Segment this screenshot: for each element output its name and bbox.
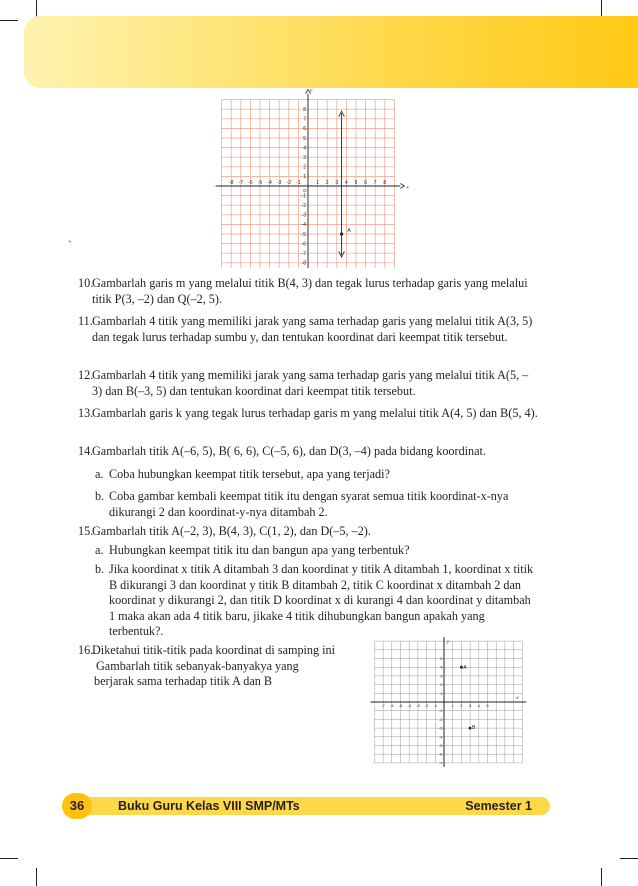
x-tick-label: 3 (335, 179, 339, 186)
x-tick-label: -8 (228, 179, 234, 186)
x-tick-label: -2 (424, 703, 429, 708)
x-tick-label: -4 (267, 179, 272, 186)
x-tick-label: 7 (373, 179, 377, 186)
point-a-label: A (347, 228, 351, 235)
y-tick-label: 5 (303, 135, 306, 142)
exercise-text: Gambarlah 4 titik yang memiliki jarak yang sama terhadap garis yang melalui titik A(3, 5) dan tegak lurus terhadap sumbu y, dan tentukan koordinat dari keempat titik tersebut. (92, 314, 533, 344)
exercise-text: Diketahui titik-titik pada koordinat di samping ini (92, 643, 336, 657)
x-tick-label: -6 (390, 703, 394, 708)
x-tick-label: 5 (486, 703, 489, 708)
exercise-14b (95, 489, 539, 520)
point-a-marker (340, 232, 343, 235)
sub-label: b. (95, 562, 105, 576)
exercise-text: Gambarlah garis m yang melalui titik B(4, 3) dan tegak lurus terhadap garis yang melalui titik P(3, –2) dan Q(–2, 5). (92, 276, 528, 306)
x-tick-label: 8 (383, 179, 387, 186)
x-tick-label: -1 (433, 703, 438, 708)
point-a-marker (460, 666, 463, 669)
exercise-number: 15. (78, 524, 94, 538)
page-footer (62, 793, 550, 817)
exercise-text-line: Gambarlah titik sebanyak-banyakya yang (96, 658, 299, 673)
x-tick-label: 1 (316, 179, 319, 186)
x-tick-label: -3 (276, 179, 282, 186)
x-tick-label: -5 (257, 179, 263, 186)
y-tick-label: -2 (438, 716, 443, 722)
y-axis-label: y (447, 640, 450, 646)
x-axis-label: x (406, 184, 409, 191)
y-tick-label: -7 (438, 760, 443, 766)
y-tick-label: 1 (440, 690, 443, 696)
x-tick-label: -7 (381, 703, 385, 708)
exercise-10 (78, 276, 538, 307)
y-tick-label: -2 (301, 203, 306, 209)
exercise-number: 10. (78, 276, 94, 290)
exercise-text-line: berjarak sama terhadap titik A dan B (94, 674, 273, 689)
x-tick-label: -1 (296, 179, 301, 186)
y-axis-label: y (310, 87, 313, 94)
sub-label: b. (95, 489, 105, 503)
y-tick-label: -3 (301, 212, 306, 219)
exercise-15 (78, 524, 538, 540)
x-tick-label: -3 (416, 703, 420, 708)
x-tick-label: 4 (345, 179, 348, 186)
exercise-15a (95, 543, 539, 559)
exercise-14 (78, 444, 538, 460)
exercise-15b (95, 562, 539, 640)
y-tick-label: 3 (303, 155, 306, 161)
x-tick-label: 2 (460, 703, 463, 708)
page-number: 36 (62, 793, 92, 819)
exercise-text: Gambarlah titik A(–6, 5), B( 6, 6), C(–5, 6), dan D(3, –4) pada bidang koordinat. (92, 444, 486, 458)
stray-mark: ` (68, 238, 72, 252)
exercise-number: 13. (78, 406, 94, 420)
x-tick-label: -5 (398, 703, 403, 708)
y-tick-label: -7 (301, 251, 306, 257)
x-tick-label: -7 (238, 179, 244, 186)
x-tick-label: 5 (354, 179, 358, 186)
semester-label: Semester 1 (465, 799, 532, 813)
x-tick-label: -2 (286, 179, 292, 186)
y-tick-label: -1 (301, 193, 306, 200)
y-tick-label: -4 (438, 734, 443, 740)
y-tick-label: -1 (438, 708, 443, 714)
exercise-12 (78, 368, 538, 399)
y-tick-label: -6 (301, 241, 306, 248)
point-b-marker (469, 727, 472, 730)
exercise-number: 14. (78, 444, 94, 458)
header-banner (24, 16, 638, 88)
sub-label: a. (95, 467, 104, 481)
sub-text: Jika koordinat x titik A ditambah 3 dan koordinat y titik A ditambah 1, koordinat x titik B dikurangi 3 dan koordinat y titik B ditambah 2, titik C koordinat x ditambah 2 dan koordinat y dikurangi 2, dan titik D koordinat x di kurangi 4 dan koordinat y ditambah 1 maka akan ada 4 titik baru, jikake 4 titik dihubungkan bangun apakah yang terbentuk?. (109, 562, 534, 639)
sub-text: Coba gambar kembali keempat titik itu dengan syarat semua titik koordinat-x-nya dikurangi 2 dan koordinat-y-nya ditambah 2. (109, 489, 509, 519)
coordinate-grid-figure-2 (364, 636, 528, 772)
y-tick-label: 2 (440, 682, 443, 688)
y-tick-label: 6 (303, 126, 306, 133)
point-a-label: A (463, 665, 467, 672)
book-title: Buku Guru Kelas VIII SMP/MTs (118, 799, 300, 813)
y-tick-label: -3 (438, 725, 443, 731)
x-tick-label: 2 (325, 179, 329, 186)
x-tick-label: 1 (451, 703, 454, 708)
y-tick-label: -6 (438, 751, 443, 757)
exercise-11 (78, 314, 538, 345)
exercise-text: Gambarlah garis k yang tegak lurus terhadap garis m yang melalui titik A(4, 5) dan B(5, 4). (92, 406, 538, 420)
point-b-label: B (472, 725, 476, 732)
exercise-text: Gambarlah 4 titik yang memiliki jarak yang sama terhadap garis yang melalui titik A(5, –3) dan B(–3, 5) dan tentukan koordinat dari keempat titik tersebut. (92, 368, 529, 398)
exercise-16 (78, 643, 368, 690)
exercise-text: Gambarlah titik A(–2, 3), B(4, 3), C(1, 2), dan D(–5, –2). (92, 524, 371, 538)
y-tick-label: 8 (303, 107, 306, 113)
exercise-number: 16. (78, 643, 94, 657)
x-tick-label: 6 (364, 179, 367, 186)
y-tick-label: -5 (301, 231, 306, 238)
x-axis-arrow (400, 184, 404, 189)
y-tick-label: -5 (438, 743, 443, 748)
x-tick-label: -4 (407, 703, 411, 708)
y-tick-label: 3 (440, 673, 443, 679)
origin-label: O (303, 188, 307, 193)
y-tick-label: 4 (440, 664, 443, 670)
x-axis-label: x (516, 696, 519, 701)
exercise-14a (95, 467, 539, 483)
x-tick-label: 3 (468, 703, 472, 708)
exercise-number: 11. (78, 314, 93, 328)
x-tick-label: -6 (248, 179, 253, 186)
sub-text: Hubungkan keempat titik itu dan bangun apa yang terbentuk? (109, 543, 410, 557)
y-tick-label: 2 (303, 164, 306, 171)
y-tick-label: 4 (303, 145, 306, 152)
y-tick-label: -4 (301, 222, 306, 229)
x-tick-label: 4 (477, 703, 480, 708)
exercise-13 (78, 406, 538, 422)
y-tick-label: 5 (440, 656, 443, 661)
sub-label: a. (95, 543, 104, 557)
coordinate-grid-figure-1 (204, 82, 418, 268)
y-tick-label: 1 (303, 174, 306, 181)
sub-text: Coba hubungkan keempat titik tersebut, apa yang terjadi? (109, 467, 390, 481)
y-tick-label: -8 (301, 260, 306, 267)
y-tick-label: 7 (303, 116, 306, 123)
exercise-number: 12. (78, 368, 94, 382)
